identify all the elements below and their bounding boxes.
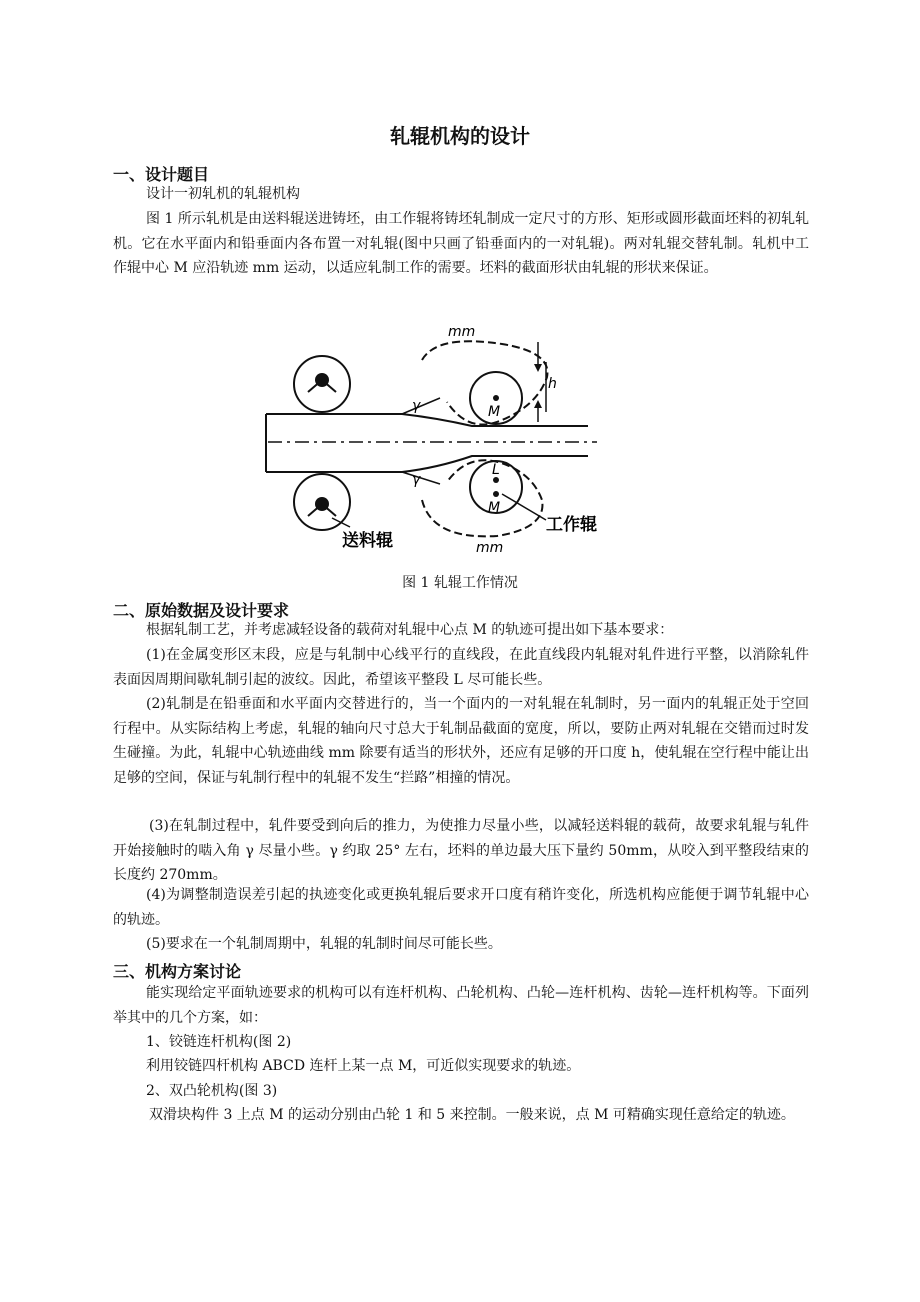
label-mm-top: mm: [448, 324, 476, 340]
scheme-1-text: 利用铰链四杆机构 ABCD 连杆上某一点 M，可近似实现要求的轨迹。: [146, 1058, 581, 1074]
billet-bottom-edge: [266, 456, 588, 472]
section-2-intro: 根据轧制工艺，并考虑减轻设备的载荷对轧辊中心点 M 的轨迹可提出如下基本要求：: [146, 622, 674, 638]
label-h: h: [548, 376, 557, 392]
section-3-heading: 三、机构方案讨论: [113, 962, 242, 981]
label-gamma-bottom: γ: [412, 472, 421, 488]
scheme-2-title: 2、双凸轮机构(图 3): [146, 1083, 278, 1099]
label-mm-bottom: mm: [476, 540, 504, 554]
requirement-2: (2)轧制是在铅垂面和水平面内交替进行的，当一个面内的一对轧辊在轧制时，另一面内的轧辊正处于空回行程中。从实际结构上考虑，轧辊的轴向尺寸总大于轧制品截面的宽度，所以，要防止两对轧辊在交错而过时发生碰撞。为此，轧辊中心轨迹曲线 mm 除要有适当的形状外，还应有足够的开口度 h，使轧辊在空行程中能让出足够的空间，保证与轧制行程中的轧辊不发生“拦路”相撞的情况。: [113, 696, 809, 786]
scheme-2-text: 双滑块构件 3 上点 M 的运动分别由凸轮 1 和 5 来控制。一般来说，点 M 可精确实现任意给定的轨迹。: [149, 1107, 795, 1123]
section-3-intro: 能实现给定平面轨迹要求的机构可以有连杆机构、凸轮机构、凸轮—连杆机构、齿轮—连杆机构等。下面列举其中的几个方案，如：: [113, 985, 809, 1026]
section-1-paragraph: 图 1 所示轧机是由送料辊送进铸坯，由工作辊将铸坯轧制成一定尺寸的方形、矩形或圆形截面坯料的初轧轧机。它在水平面内和铅垂面内各布置一对轧辊(图中只画了铅垂面内的一对轧辊)。两对轧辊交替轧制。轧机中工作辊中心 M 应沿轨迹 mm 运动，以适应轧制工作的需要。坯料的截面形状由轧辊的形状来保证。: [113, 211, 809, 276]
requirement-4: (4)为调整制造误差引起的执迹变化或更换轧辊后要求开口度有稍许变化，所选机构应能便于调节轧辊中心的轨迹。: [113, 887, 809, 928]
requirement-5: (5)要求在一个轧制周期中，轧辊的轧制时间尽可能长些。: [146, 936, 502, 952]
document-title: 轧辊机构的设计: [390, 124, 530, 148]
requirement-3: (3)在轧制过程中，轧件要受到向后的推力，为使推力尽量小些，以减轻送料辊的载荷，故要求轧辊与轧件开始接触时的啮入角 γ 尽量小些。γ 约取 25° 左右，坯料的单边最大压下量约 50mm，从咬入到平整段结束的长度约 270mm。: [113, 818, 809, 883]
figure-1-caption: 图 1 轧辊工作情况: [402, 575, 518, 591]
figure-1-rolling-diagram: [262, 322, 602, 554]
label-m-top: M: [488, 404, 501, 420]
requirement-1: (1)在金属变形区末段，应是与轧制中心线平行的直线段，在此直线段内轧辊对轧件进行平整，以消除轧件表面因周期间歇轧制引起的波纹。因此，希望该平整段 L 尽可能长些。: [113, 647, 809, 688]
section-1-subtitle: 设计一初轧机的轧辊机构: [146, 186, 300, 202]
section-1-heading: 一、设计题目: [113, 165, 210, 184]
label-work-roller: 工作辊: [546, 515, 597, 535]
label-gamma-top: γ: [412, 398, 421, 414]
label-feed-roller: 送料辊: [342, 531, 393, 551]
work-roller-leader: [502, 494, 546, 520]
trajectory-mm-top: [422, 341, 547, 424]
billet-top-edge: [266, 414, 588, 426]
label-l: L: [492, 462, 500, 478]
scheme-1-title: 1、铰链连杆机构(图 2): [146, 1034, 292, 1050]
section-2-heading: 二、原始数据及设计要求: [113, 601, 290, 620]
trajectory-mm-bottom: [422, 460, 542, 536]
label-m-bottom: M: [488, 500, 501, 516]
